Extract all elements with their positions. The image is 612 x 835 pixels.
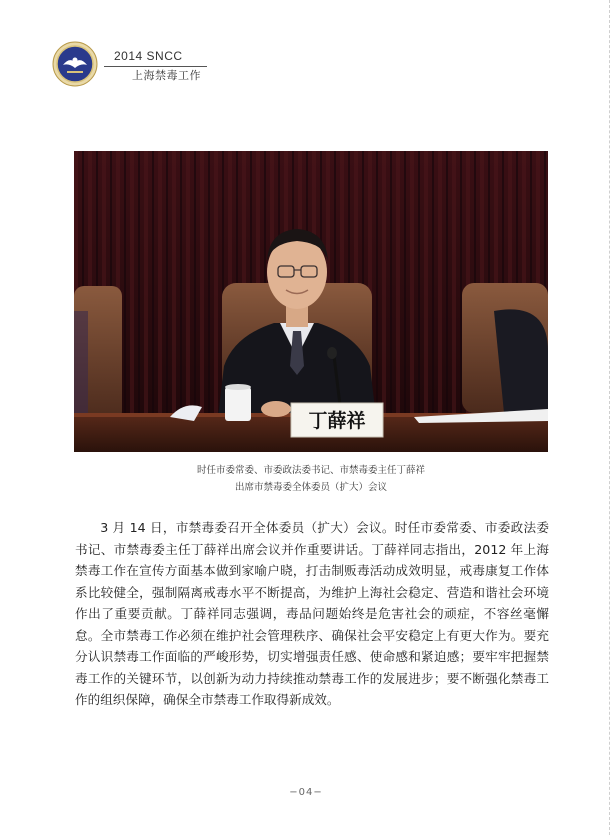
caption-line-2: 出席市禁毒委全体委员（扩大）会议 [234,482,387,493]
photo-caption [74,462,548,496]
page-edge-guide [609,0,610,835]
header-subtitle: 上海禁毒工作 [132,69,201,82]
sncc-logo-emblem [52,41,98,87]
page-number: −04− [289,787,323,798]
article-paragraph: 3 月 14 日，市禁毒委召开全体委员（扩大）会议。时任市委常委、市委政法委书记、市禁毒委主任丁薛祥出席会议并作重要讲话。丁薛祥同志指出，2012 年上海禁毒工作在宣传方面基本做到家喻户晓，打击制贩毒活动成效明显，戒毒康复工作体系比较健全，强制隔离戒毒水平不断提高，为维护上海社会稳定、营造和谐社会环境作出了重要贡献。丁薛祥同志强调，毒品问题始终是危害社会的顽症，不容丝毫懈怠。全市禁毒工作必须在维护社会管理秩序、确保社会平安稳定上有更大作为。要充分认识禁毒工作面临的严峻形势，切实增强责任感、使命感和紧迫感；要牢牢把握禁毒工作的关键环节，以创新为动力持续推动禁毒工作的发展进步；要不断强化禁毒工作的组织保障，确保全市禁毒工作取得新成效。 [75,520,549,707]
caption-line-1: 时任市委常委、市委政法委书记、市禁毒委主任丁薛祥 [196,465,425,476]
header-year-label: 2014 SNCC [114,49,183,63]
nameplate-text: 丁薛祥 [308,410,366,432]
meeting-photo [74,151,548,452]
